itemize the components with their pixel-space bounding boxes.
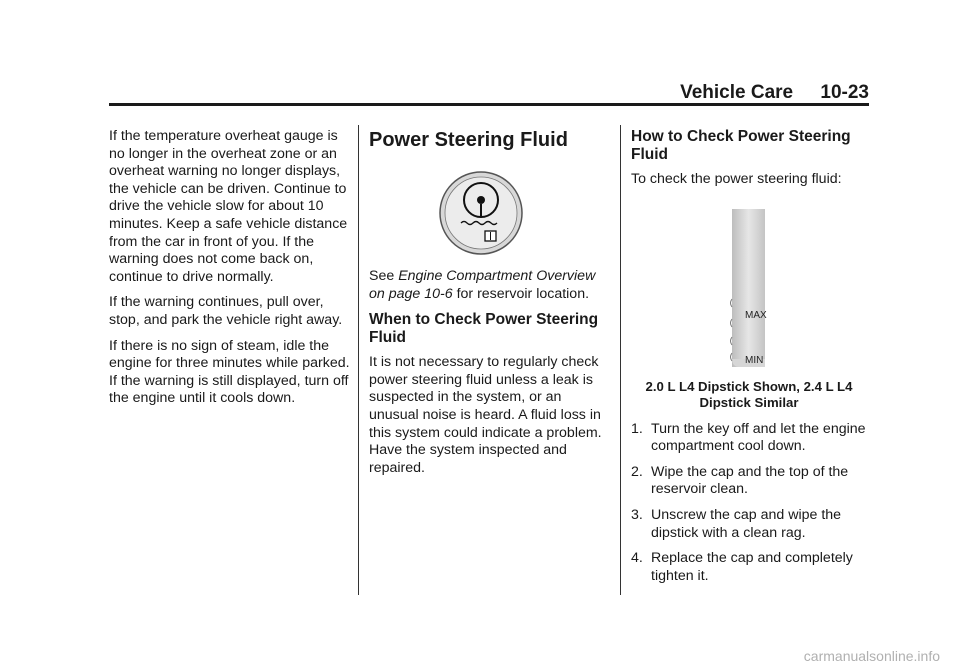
column-middle xyxy=(369,128,609,485)
intro-text: To check the power steering fluid: xyxy=(631,171,842,187)
dipstick-max-label: MAX xyxy=(745,309,767,321)
list-item xyxy=(631,464,867,499)
dipstick-min-label: MIN xyxy=(745,354,764,366)
step-number: 4. xyxy=(631,550,643,567)
header-rule xyxy=(109,103,869,106)
paragraph: It is not necessary to regularly check power steering fluid unless a leak is suspected in the system, or an unusual noise is heard. A fluid loss in this system could indicate a problem. Have the system inspected and repaired. xyxy=(369,354,602,476)
page-header xyxy=(680,82,869,104)
column-divider xyxy=(620,125,621,595)
reference-prefix: See xyxy=(369,268,399,284)
step-number: 3. xyxy=(631,506,643,523)
column-divider xyxy=(358,125,359,595)
step-text: Replace the cap and completely tighten it. xyxy=(651,550,853,584)
list-item xyxy=(631,507,867,542)
subheading: How to Check Power Steering Fluid xyxy=(631,128,851,163)
step-text: Wipe the cap and the top of the reservoir clean. xyxy=(651,463,849,498)
section-title: Vehicle Care xyxy=(680,82,794,103)
step-number: 1. xyxy=(631,420,643,437)
paragraph: If the warning continues, pull over, stop, and park the vehicle right away. xyxy=(109,294,343,328)
reference-text xyxy=(369,268,609,303)
reference-suffix: for reservoir location. xyxy=(452,285,590,302)
paragraph: If there is no sign of steam, idle the engine for three minutes while parked. If the warning is still displayed, turn off the engine until it cools down. xyxy=(109,337,350,407)
paragraph: If the temperature overheat gauge is no longer in the overheat zone or an overheat warning no longer displays, the vehicle can be driven. Continue to drive the vehicle slow for about 10 minutes. Keep a safe vehicle distance from the car in front of you. If the warning does not come back on, continue to drive normally. xyxy=(109,128,348,285)
list-item xyxy=(631,550,867,585)
column-left xyxy=(109,128,353,416)
step-number: 2. xyxy=(631,463,643,480)
reference-link[interactable]: Engine Compartment Overview on page 10-6 xyxy=(369,268,596,302)
power-steering-fluid-icon xyxy=(434,170,528,256)
dipstick-illustration xyxy=(728,209,770,369)
page-number: 10-23 xyxy=(820,82,869,103)
step-text: Unscrew the cap and wipe the dipstick with a clean rag. xyxy=(651,506,842,541)
section-heading: Power Steering Fluid xyxy=(369,129,568,151)
list-item xyxy=(631,421,867,456)
watermark: carmanualsonline.info xyxy=(803,648,940,664)
column-right xyxy=(631,128,867,593)
figure-caption: 2.0 L L4 Dipstick Shown, 2.4 L L4 Dipstick Similar xyxy=(645,378,853,410)
step-text: Turn the key off and let the engine compartment cool down. xyxy=(651,420,866,455)
steps-list xyxy=(631,421,867,586)
subheading: When to Check Power Steering Fluid xyxy=(369,311,599,347)
